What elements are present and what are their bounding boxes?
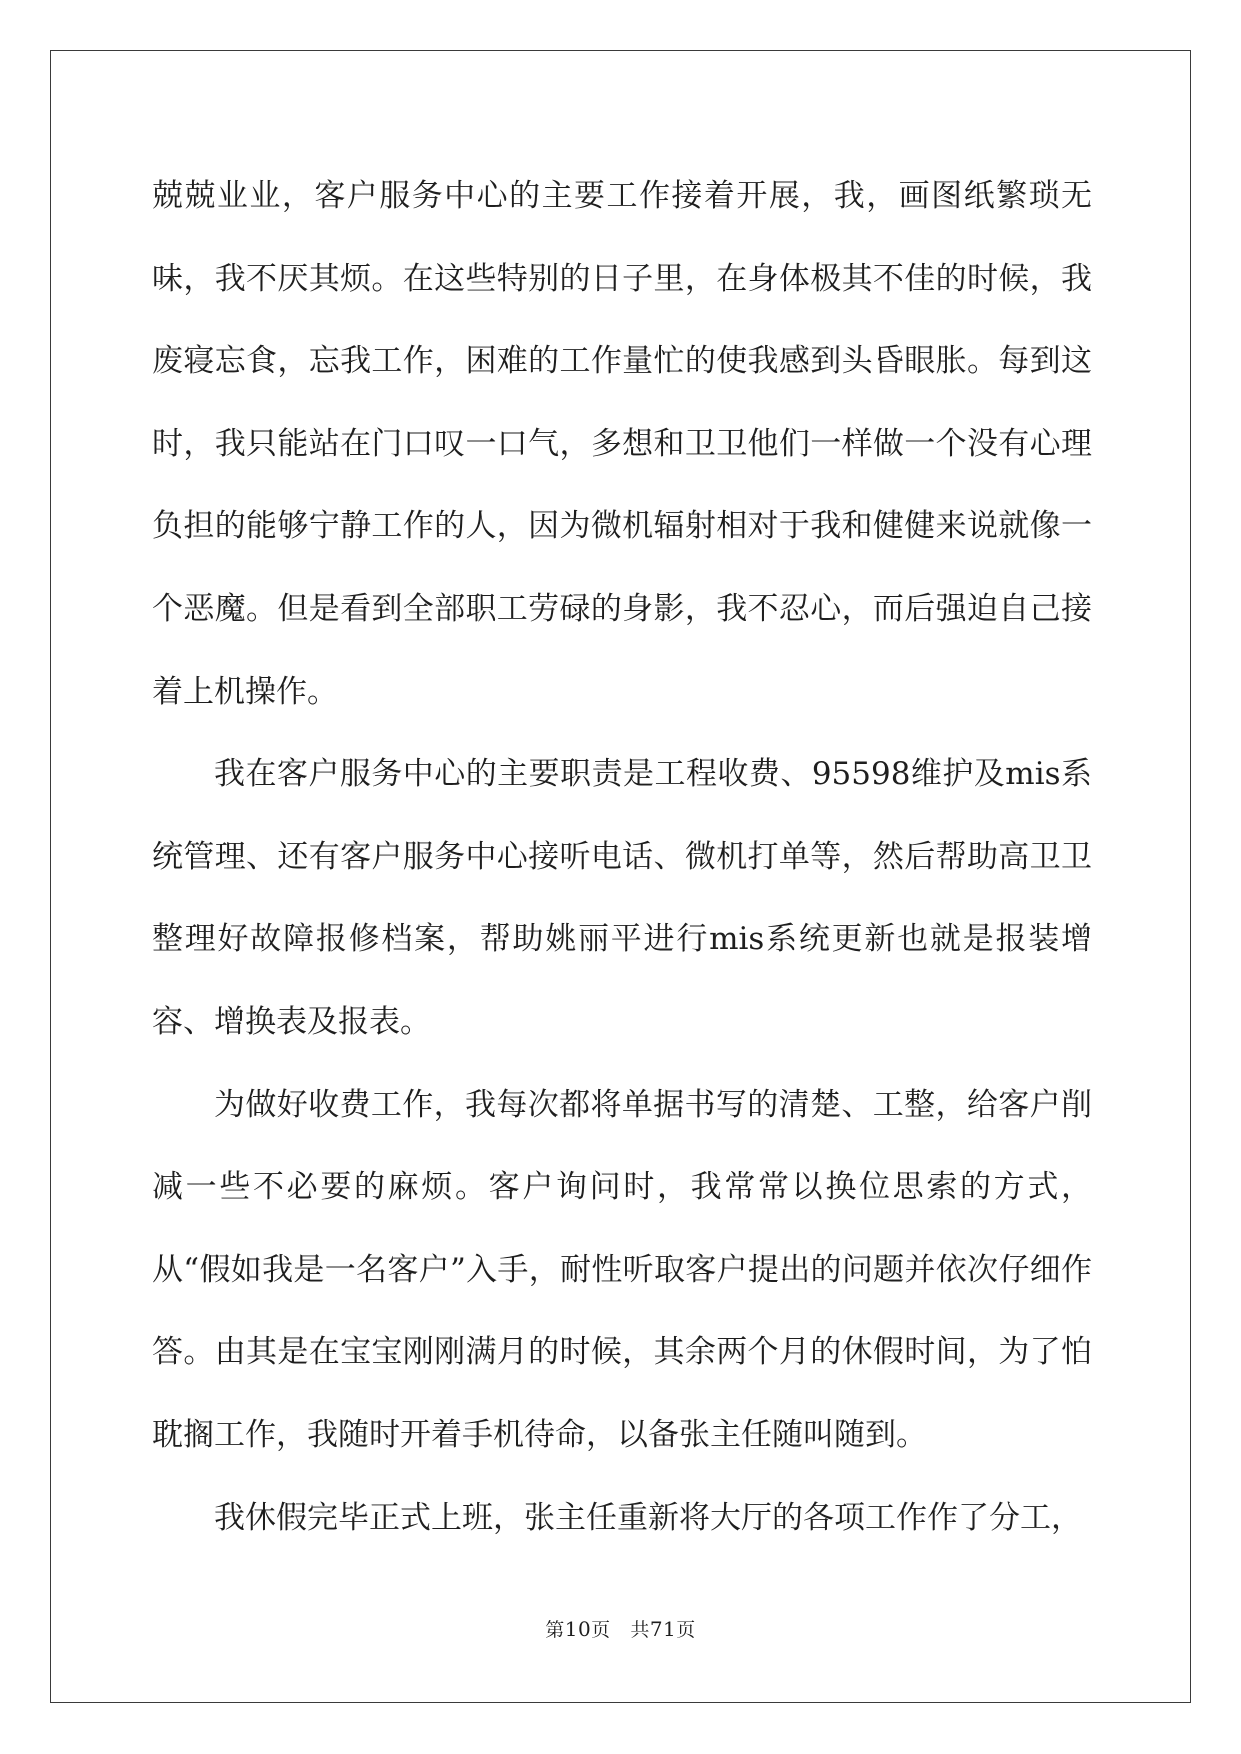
footer-prefix: 第: [545, 1619, 565, 1641]
footer-total-prefix: 共: [630, 1619, 650, 1641]
document-body: [152, 155, 1092, 1559]
footer-page-suffix: 页: [591, 1619, 611, 1641]
current-page-number: 10: [564, 1617, 592, 1641]
page-footer: [0, 1615, 1241, 1642]
footer-total-suffix: 页: [676, 1619, 696, 1641]
paragraph-3: 为做好收费工作，我每次都将单据书写的清楚、工整，给客户削减一些不必要的麻烦。客户询问时，我常常以换位思索的方式，从“假如我是一名客户”入手，耐性听取客户提出的问题并依次仔细作答。由其是在宝宝刚刚满月的时候，其余两个月的休假时间，为了怕耽搁工作，我随时开着手机待命，以备张主任随叫随到。: [152, 1086, 1092, 1453]
paragraph-2: 我在客户服务中心的主要职责是工程收费、95598维护及mis系统管理、还有客户服务中心接听电话、微机打单等，然后帮助高卫卫整理好故障报修档案，帮助姚丽平进行mis系统更新也就是报装增容、增换表及报表。: [152, 756, 1092, 1040]
total-page-count: 71: [649, 1617, 677, 1641]
paragraph-1: 兢兢业业，客户服务中心的主要工作接着开展，我，画图纸繁琐无味，我不厌其烦。在这些特别的日子里，在身体极其不佳的时候，我废寝忘食，忘我工作，困难的工作量忙的使我感到头昏眼胀。每到这时，我只能站在门口叹一口气，多想和卫卫他们一样做一个没有心理负担的能够宁静工作的人，因为微机辐射相对于我和健健来说就像一个恶魔。但是看到全部职工劳碌的身影，我不忍心，而后强迫自己接着上机操作。: [152, 178, 1092, 710]
paragraph-4: 我休假完毕正式上班，张主任重新将大厅的各项工作作了分工，: [214, 1499, 1082, 1536]
